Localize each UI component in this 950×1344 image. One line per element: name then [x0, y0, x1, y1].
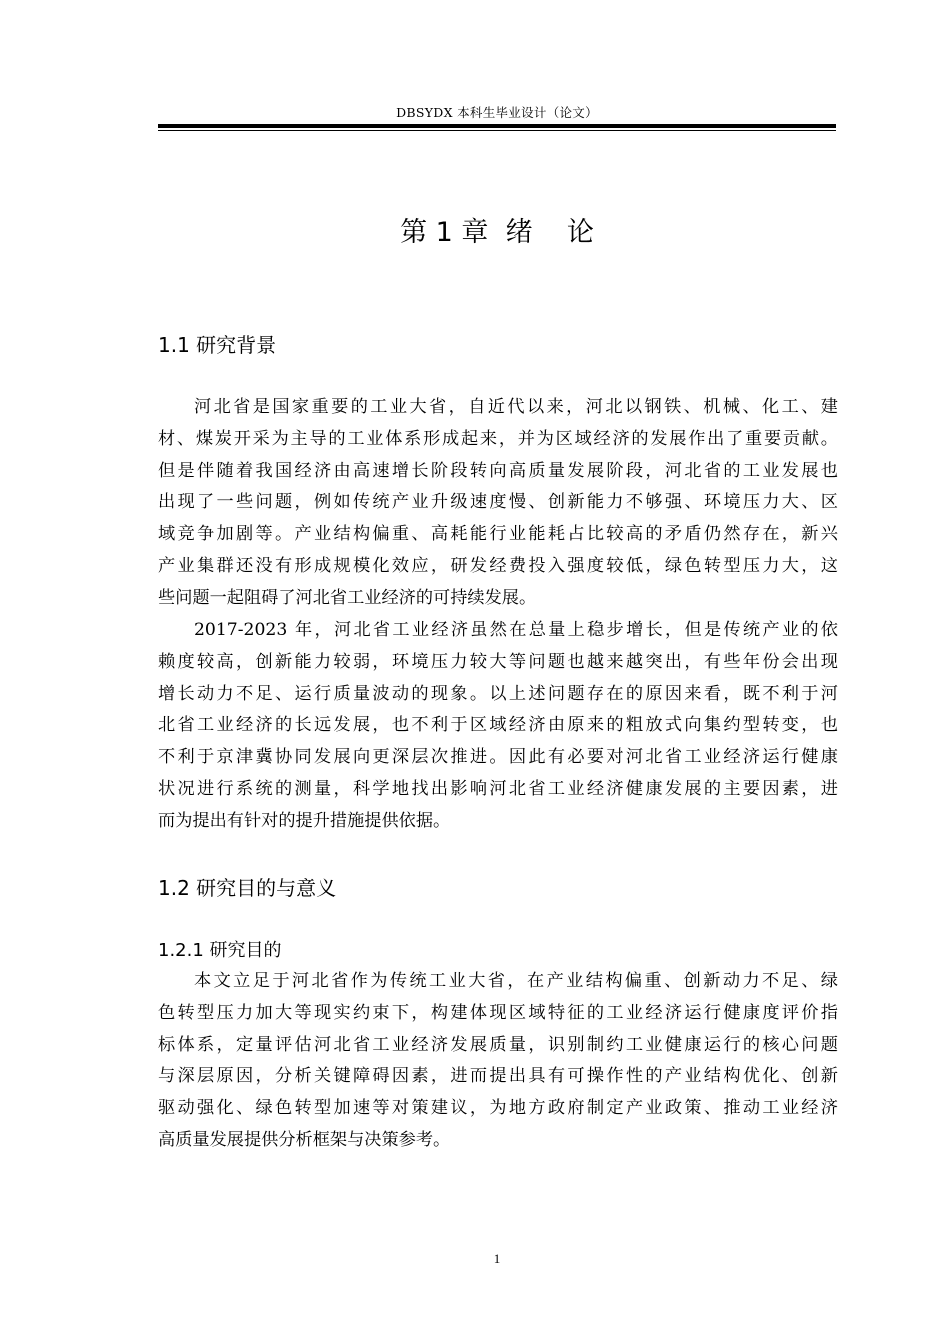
- paragraph-line: 状况进行系统的测量，科学地找出影响河北省工业经济健康发展的主要因素，进: [158, 778, 838, 799]
- paragraph-line: 不利于京津冀协同发展向更深层次推进。因此有必要对河北省工业经济运行健康: [158, 747, 838, 768]
- paragraph-line: 赖度较高，创新能力较弱，环境压力较大等问题也越来越突出，有些年份会出现: [158, 651, 838, 672]
- paragraph-line: 本文立足于河北省作为传统工业大省，在产业结构偏重、创新动力不足、绿: [194, 971, 838, 991]
- section-heading-1-1: 1.1 研究背景: [158, 333, 277, 357]
- paragraph-line: 驱动强化、绿色转型加速等对策建议，为地方政府制定产业政策、推动工业经济: [158, 1098, 838, 1119]
- paragraph-research-purpose: [158, 966, 838, 1157]
- page-number: 1: [493, 1251, 501, 1266]
- paragraph-line: 些问题一起阻碍了河北省工业经济的可持续发展。: [158, 587, 537, 608]
- paragraph-line: 材、煤炭开采为主导的工业体系形成起来，并为区域经济的发展作出了重要贡献。: [158, 428, 838, 449]
- paragraph-line: 标体系，定量评估河北省工业经济发展质量，识别制约工业健康运行的核心问题: [158, 1034, 838, 1055]
- paragraph-line: 高质量发展提供分析框架与决策参考。: [158, 1129, 451, 1150]
- header-rule-thick: [158, 124, 836, 128]
- paragraph-line: 增长动力不足、运行质量波动的现象。以上述问题存在的原因来看，既不利于河: [158, 683, 838, 704]
- section-heading-1-2: 1.2 研究目的与意义: [158, 876, 337, 900]
- paragraph-background-1: [158, 392, 838, 615]
- chapter-title: 第 1 章 绪 论: [400, 217, 594, 248]
- paragraph-line: 2017-2023 年，河北省工业经济虽然在总量上稳步增长，但是传统产业的依: [194, 620, 838, 640]
- paragraph-line: 但是伴随着我国经济由高速增长阶段转向高质量发展阶段，河北省的工业发展也: [158, 460, 838, 481]
- header-rule-thin: [158, 130, 836, 131]
- subsection-heading-1-2-1: 1.2.1 研究目的: [158, 940, 282, 961]
- paragraph-line: 北省工业经济的长远发展，也不利于区域经济由原来的粗放式向集约型转变，也: [158, 715, 838, 736]
- paragraph-line: 色转型压力加大等现实约束下，构建体现区域特征的工业经济运行健康度评价指: [158, 1002, 838, 1023]
- paragraph-line: 产业集群还没有形成规模化效应，研发经费投入强度较低，绿色转型压力大，这: [158, 555, 838, 576]
- paragraph-line: 河北省是国家重要的工业大省，自近代以来，河北以钢铁、机械、化工、建: [194, 397, 838, 417]
- paragraph-line: 域竞争加剧等。产业结构偏重、高耗能行业能耗占比较高的矛盾仍然存在，新兴: [158, 524, 838, 545]
- paragraph-line: 与深层原因，分析关键障碍因素，进而提出具有可操作性的产业结构优化、创新: [158, 1066, 838, 1087]
- paragraph-line: 出现了一些问题，例如传统产业升级速度慢、创新能力不够强、环境压力大、区: [158, 492, 838, 513]
- paragraph-background-2: [158, 615, 838, 838]
- running-header: DBSYDX 本科生毕业设计（论文）: [396, 105, 598, 120]
- paragraph-line: 而为提出有针对的提升措施提供依据。: [158, 810, 451, 831]
